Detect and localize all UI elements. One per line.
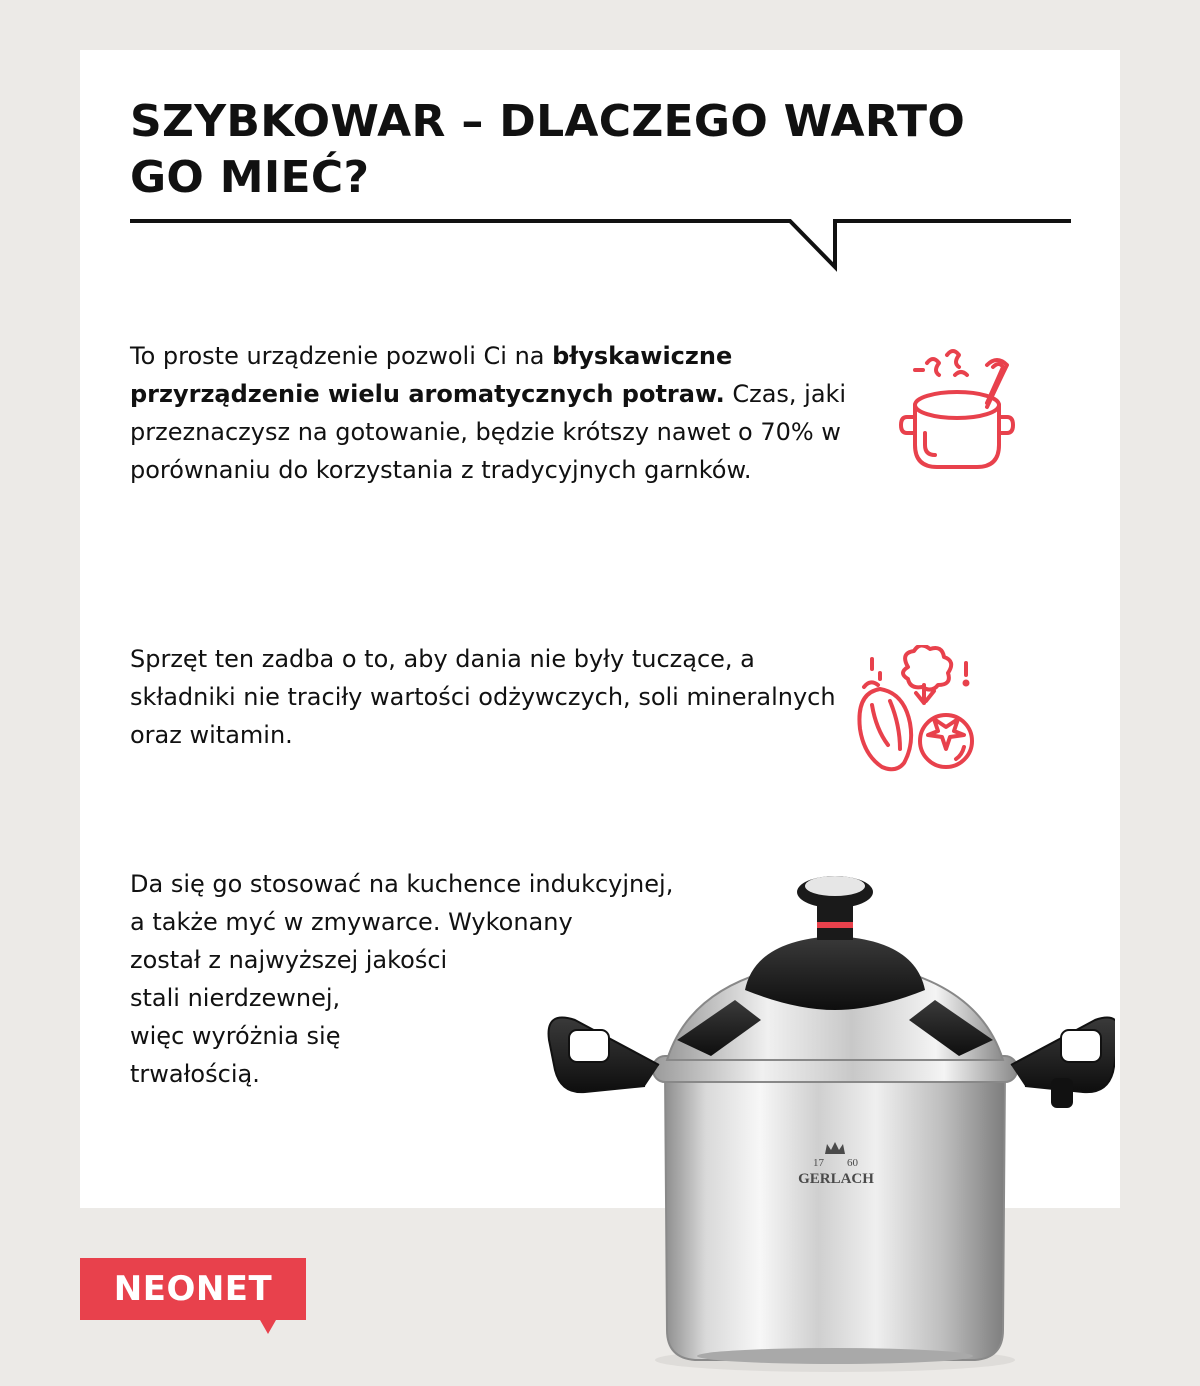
section-3-line: stali nierdzewnej,	[130, 984, 341, 1012]
neonet-logo	[80, 1258, 306, 1336]
cooking-pot-icon	[895, 345, 1030, 480]
section-3-line: Da się go stosować na kuchence indukcyjnej,	[130, 870, 674, 898]
section-1-text	[130, 337, 850, 489]
section-1-rest: Czas, jaki przeznaczysz na gotowanie, będzie krótszy nawet o 70% w porównaniu do korzystania z tradycyjnych garnków.	[130, 380, 847, 484]
section-1-bold: błyskawiczne przyrządzenie wielu aromatycznych potraw.	[130, 342, 733, 408]
vegetables-icon	[850, 645, 985, 780]
speech-bubble-divider	[130, 215, 1075, 275]
section-3-line: trwałością.	[130, 1060, 260, 1088]
brand-year-right: 60	[847, 1157, 858, 1169]
section-2-text: Sprzęt ten zadba o to, aby dania nie były tuczące, a składniki nie traciły wartości odżywczych, soli mineralnych oraz witamin.	[130, 645, 836, 749]
page-title	[130, 94, 1090, 206]
section-3-line: został z najwyższej jakości	[130, 946, 448, 974]
section-1-intro: To proste urządzenie pozwoli Ci na	[130, 342, 553, 370]
brand-year-left: 17	[813, 1157, 824, 1169]
brand-name: GERLACH	[798, 1171, 874, 1187]
pressure-cooker-image	[535, 860, 1115, 1380]
title-line-1: SZYBKOWAR – DLACZEGO WARTO	[130, 96, 966, 147]
section-3-line: a także myć w zmywarce. Wykonany	[130, 908, 573, 936]
section-3-line: więc wyróżnia się	[130, 1022, 341, 1050]
title-line-2: GO MIEĆ?	[130, 152, 370, 203]
logo-text: NEONET	[113, 1269, 273, 1309]
